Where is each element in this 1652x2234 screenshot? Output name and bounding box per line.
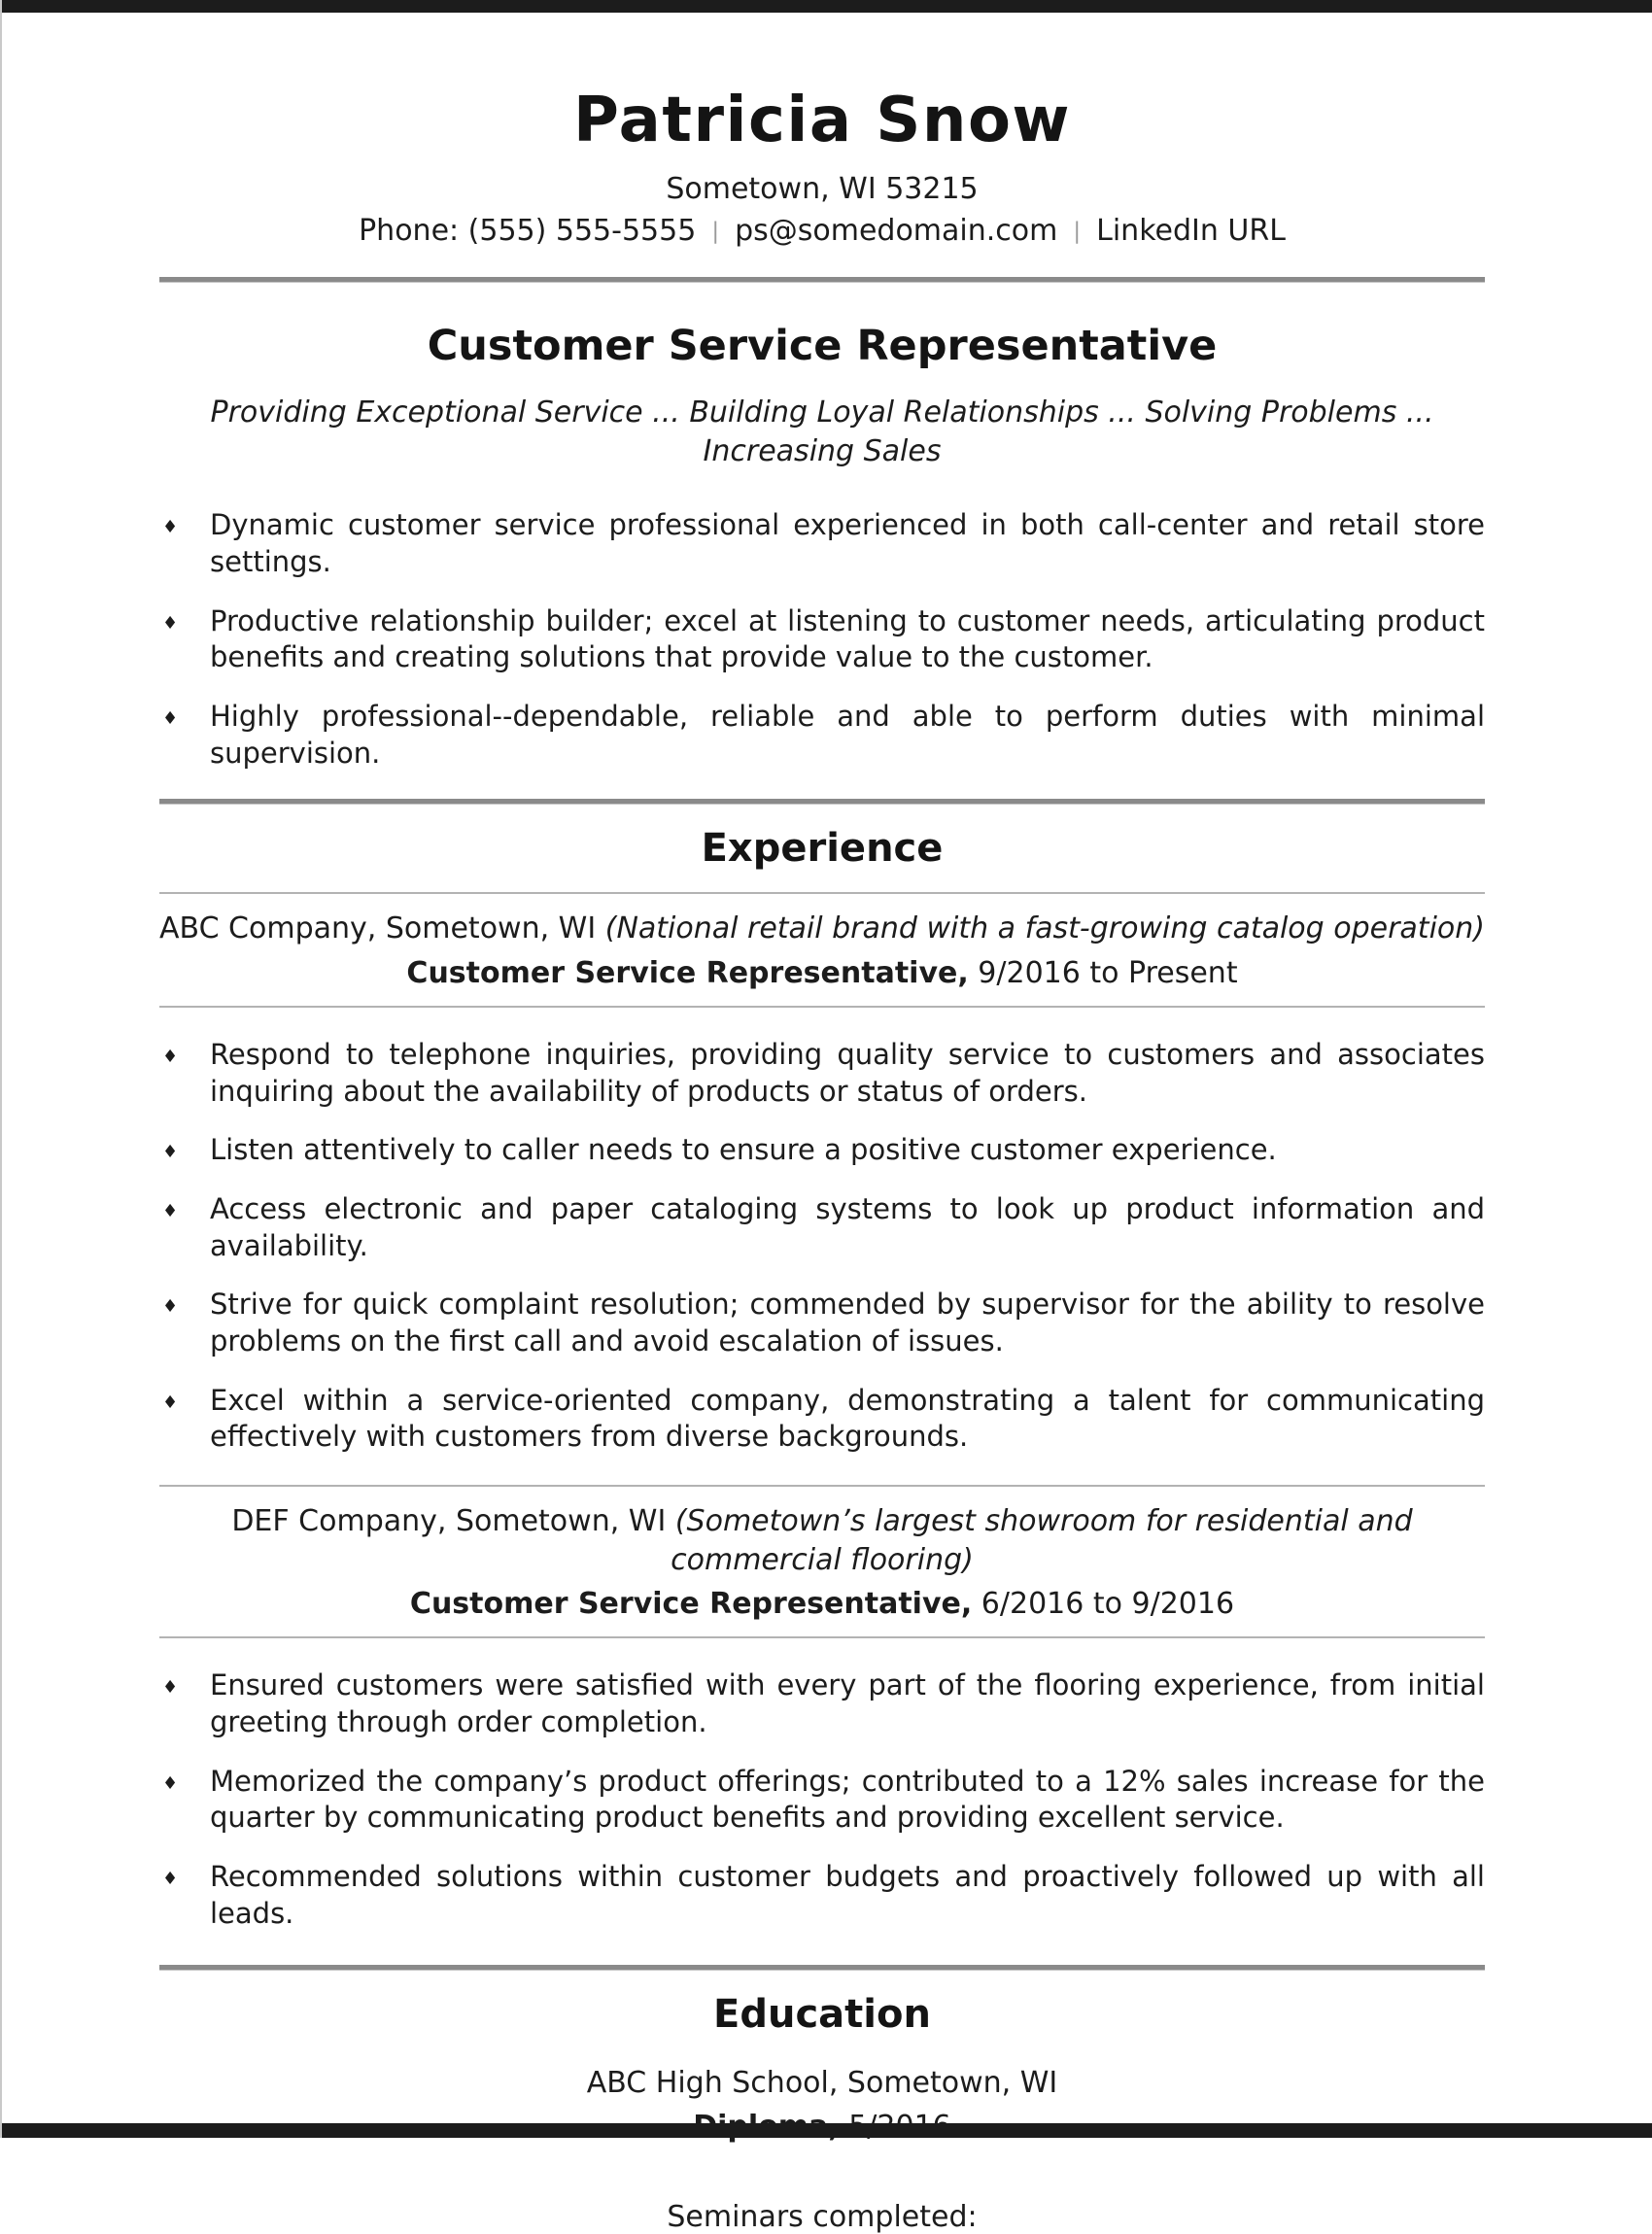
job-bullet-text: Ensured customers were satisfied with every part of the flooring experience, from initial greeting through order completion. [210,1668,1485,1738]
job-bullet-text: Recommended solutions within customer budgets and proactively followed up with all leads. [210,1860,1485,1930]
job-bullet [159,1287,1485,1359]
contact-line [159,214,1485,248]
summary-bullet-text: Highly professional--dependable, reliable and able to perform duties with minimal supervision. [210,699,1485,770]
experience-heading: Experience [701,826,944,872]
diamond-bullet-icon: ♦ [162,707,179,729]
phone-text: Phone: (555) 555-5555 [359,214,697,248]
company-name: ABC Company, Sometown, WI [159,911,597,946]
job-rule [159,1006,1485,1008]
job-bullet-text: Strive for quick complaint resolution; commended by supervisor for the ability to resolve problems on the first call and avoid escalation of issues. [210,1288,1485,1358]
summary-bullet [159,507,1485,580]
diamond-bullet-icon: ♦ [162,612,179,634]
diamond-bullet-icon: ♦ [162,1142,179,1163]
experience-section-rule [159,799,1485,805]
diamond-bullet-icon: ♦ [162,1200,179,1221]
job-bullet [159,1383,1485,1456]
company-note: (Sometown’s largest showroom for residential and commercial flooring) [671,1504,1413,1577]
job-bullet [159,1132,1485,1169]
job-bullet [159,1667,1485,1740]
page-top-edge [2,0,1652,13]
job-rule [159,1636,1485,1638]
job-bullet-text: Access electronic and paper cataloging systems to look up product information and availability. [210,1191,1485,1262]
diamond-bullet-icon: ♦ [162,1869,179,1890]
diamond-bullet-icon: ♦ [162,1392,179,1413]
education-heading: Education [713,1992,931,2038]
job-bullet-list [159,1037,1485,1456]
job-separator-rule [159,1485,1485,1487]
diamond-bullet-icon: ♦ [162,1772,179,1794]
tagline: Providing Exceptional Service ... Building Loyal Relationships ... Solving Problems ... Increasing Sales [210,395,1434,468]
job-title-line [159,956,1485,990]
summary-bullet-text: Productive relationship builder; excel at listening to customer needs, articulating product benefits and creating solutions that provide value to the customer. [210,603,1485,674]
resume-content [2,13,1652,2234]
page-bottom-edge [2,2123,1652,2138]
job-bullet [159,1191,1485,1264]
job-bullet [159,1037,1485,1110]
job-bullet-list [159,1667,1485,1932]
company-name: DEF Company, Sometown, WI [231,1504,667,1539]
job-company-line [159,1502,1485,1579]
job-title: Customer Service Representative, [409,1587,973,1622]
job-bullet [159,1764,1485,1837]
candidate-name: Patricia Snow [572,85,1072,156]
summary-bullet-text: Dynamic customer service professional experienced in both call-center and retail store settings. [210,508,1485,578]
company-note: (National retail brand with a fast-growing catalog operation) [604,911,1485,946]
diamond-bullet-icon: ♦ [162,1677,179,1699]
linkedin-text: LinkedIn URL [1096,214,1286,248]
diamond-bullet-icon: ♦ [162,517,179,538]
summary-bullet-list [159,507,1485,772]
job-dates: 6/2016 to 9/2016 [972,1587,1235,1622]
job-title: Customer Service Representative, [406,955,969,990]
location-line: Sometown, WI 53215 [666,172,979,206]
divider-bar-icon: | [711,219,720,244]
education-section-rule [159,1965,1485,1971]
email-text: ps@somedomain.com [735,214,1058,248]
seminars-label: Seminars completed: [667,2200,978,2234]
job-bullet-text: Listen attentively to caller needs to ensure a positive customer experience. [210,1133,1277,1167]
summary-bullet [159,699,1485,772]
education-school: ABC High School, Sometown, WI [586,2066,1058,2101]
job-bullet-text: Memorized the company’s product offerings; contributed to a 12% sales increase for the quarter by communicating product benefits and providing excellent service. [210,1764,1485,1835]
header-rule [159,277,1485,283]
job-bullet-text: Excel within a service-oriented company, demonstrating a talent for communicating effectively with customers from diverse backgrounds. [210,1383,1485,1454]
job-bullet [159,1859,1485,1932]
resume-title: Customer Service Representative [427,322,1218,370]
job-company-line [159,910,1485,948]
job-title-line [159,1587,1485,1621]
diamond-bullet-icon: ♦ [162,1296,179,1318]
job-dates: 9/2016 to Present [968,955,1238,990]
divider-bar-icon: | [1073,219,1082,244]
summary-bullet [159,603,1485,676]
diamond-bullet-icon: ♦ [162,1046,179,1067]
experience-heading-rule [159,892,1485,894]
job-bullet-text: Respond to telephone inquiries, providing quality service to customers and associates inquiring about the availability of products or status of orders. [210,1037,1485,1108]
